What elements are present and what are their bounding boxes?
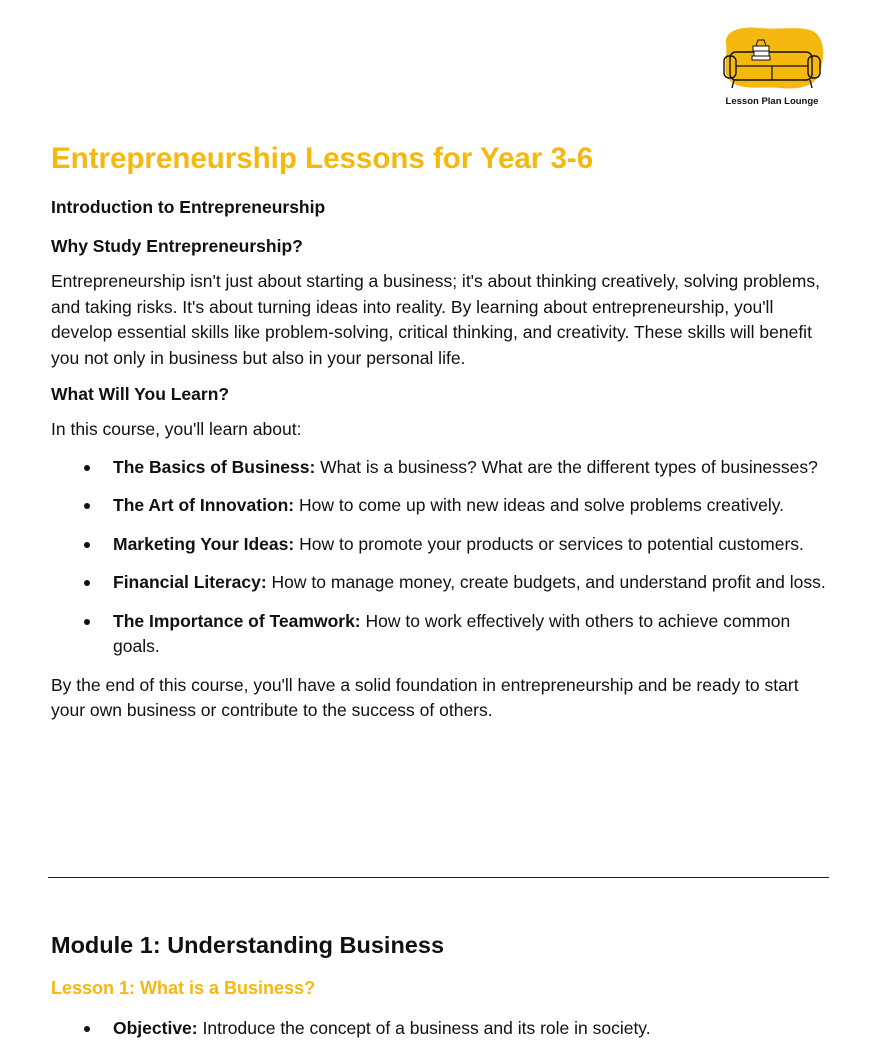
list-item-text: What is a business? What are the different types of businesses? xyxy=(315,456,818,477)
bullet-icon xyxy=(84,465,90,471)
list-item-term: The Importance of Teamwork: xyxy=(113,610,361,631)
list-item-text: How to come up with new ideas and solve problems creatively. xyxy=(294,495,785,515)
module-title: Module 1: Understanding Business xyxy=(51,932,445,958)
brand-name: Lesson Plan Lounge xyxy=(725,96,819,107)
bullet-icon xyxy=(84,1026,90,1032)
bullet-icon xyxy=(84,542,90,548)
lesson-title: Lesson 1: What is a Business? xyxy=(51,978,316,998)
why-paragraph: Entrepreneurship isn't just about starting a business; it's about thinking creatively, solving problems, and taking risks. It's about turning ideas into reality. By learning about entrepreneurship, you'll develop essential skills like problem-solving, critical thinking, and creativity. These skills will benefit you not only in business but also in your personal life. xyxy=(51,271,820,368)
intro-heading: Introduction to Entrepreneurship xyxy=(51,197,326,217)
why-heading: Why Study Entrepreneurship? xyxy=(51,236,303,256)
objective-list xyxy=(51,1016,826,1042)
what-lead: In this course, you'll learn about: xyxy=(51,419,302,439)
objective-text: Introduce the concept of a business and its role in society. xyxy=(197,1018,651,1038)
list-item-term: The Basics of Business: xyxy=(113,456,316,477)
bullet-icon xyxy=(84,580,90,586)
objective-term: Objective: xyxy=(113,1018,198,1038)
bullet-icon xyxy=(84,619,90,625)
sofa-books-icon xyxy=(720,26,824,94)
document-body xyxy=(51,140,826,724)
page-title: Entrepreneurship Lessons for Year 3-6 xyxy=(51,142,594,175)
list-item xyxy=(51,532,826,558)
list-item xyxy=(51,455,826,481)
list-item-text: How to manage money, create budgets, and understand profit and loss. xyxy=(266,572,826,592)
list-item xyxy=(51,609,826,660)
list-item-text: How to promote your products or services to potential customers. xyxy=(294,533,804,554)
section-divider xyxy=(48,877,829,878)
learn-list xyxy=(51,455,826,660)
list-item xyxy=(51,1016,826,1042)
list-item-term: The Art of Innovation: xyxy=(113,495,295,515)
list-item xyxy=(51,493,826,519)
brand-logo xyxy=(718,26,826,112)
list-item xyxy=(51,570,826,596)
closing-paragraph: By the end of this course, you'll have a solid foundation in entrepreneurship and be ready to start your own business or contribute to the success of others. xyxy=(51,674,799,720)
bullet-icon xyxy=(84,503,90,509)
list-item-term: Marketing Your Ideas: xyxy=(113,533,295,554)
list-item-term: Financial Literacy: xyxy=(113,572,267,592)
list-item-text: How to work effectively with others to achieve common goals. xyxy=(113,610,791,656)
what-heading: What Will You Learn? xyxy=(51,384,230,404)
